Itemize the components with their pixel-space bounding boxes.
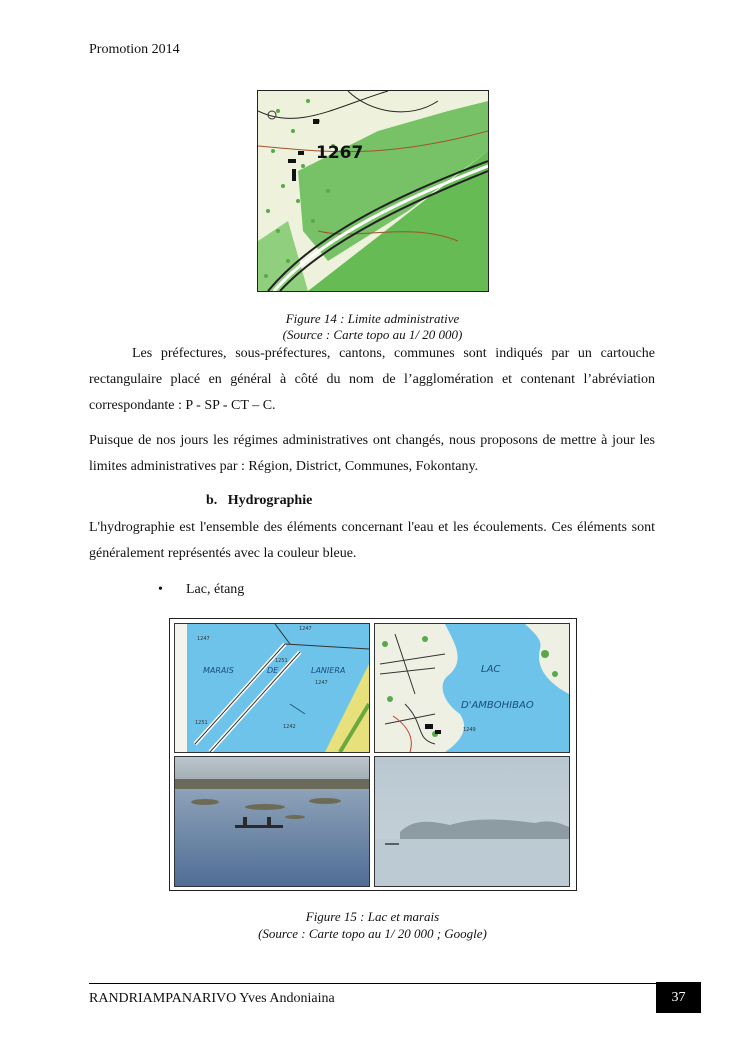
footer-divider xyxy=(89,983,656,984)
bullet-item xyxy=(158,582,244,598)
paragraph-administrative: Les préfectures, sous-préfectures, cantons, communes sont indiqués par un cartouche rectangulaire placé en général à côté du nom de l’agglomération et contenant l’abréviation correspondante : P - SP - CT – C. xyxy=(89,346,655,413)
bullet-text: Lac, étang xyxy=(186,582,245,597)
figure-14-caption: Figure 14 : Limite administrative xyxy=(285,311,460,326)
figure-14-source: (Source : Carte topo au 1/ 20 000) xyxy=(282,327,463,342)
section-heading xyxy=(206,493,312,509)
figure-15-caption: Figure 15 : Lac et marais xyxy=(305,909,440,924)
map2-elevation: 1249 xyxy=(463,727,476,733)
map1-elevation-6: 1247 xyxy=(299,626,312,632)
lake-photo-panel xyxy=(374,756,570,887)
topo-map-illustration xyxy=(258,91,488,291)
map1-elevation-3: 1247 xyxy=(315,680,328,686)
figure-15-grid xyxy=(169,618,577,891)
map-elevation-label: 1267 xyxy=(316,143,364,163)
marsh-photo-panel xyxy=(174,756,370,887)
map2-label-ambohibao: D'AMBOHIBAO xyxy=(461,700,534,711)
figure-15-source: (Source : Carte topo au 1/ 20 000 ; Google) xyxy=(258,926,487,941)
map1-elevation-4: 1251 xyxy=(195,720,208,726)
page-number: 37 xyxy=(656,982,701,1013)
footer-author: RANDRIAMPANARIVO Yves Andoniaina xyxy=(89,991,335,1006)
figure-14-map xyxy=(257,90,489,292)
lake-map-panel xyxy=(374,623,570,753)
marsh-map-illustration xyxy=(175,624,369,752)
section-title: Hydrographie xyxy=(227,493,313,508)
map1-label-marais: MARAIS xyxy=(203,666,234,675)
paragraph-hydrographie: L'hydrographie est l'ensemble des éléments concernant l'eau et les écoulements. Ces éléments sont généralement représentés avec la couleur bleue. xyxy=(89,520,655,561)
bullet-icon: • xyxy=(158,582,163,597)
lake-photo-illustration xyxy=(375,757,569,886)
page-header: Promotion 2014 xyxy=(89,42,180,57)
marsh-map-panel xyxy=(174,623,370,753)
map2-label-lac: LAC xyxy=(481,664,501,675)
map1-elevation-2: 1251 xyxy=(275,658,288,664)
map1-label-de: DE xyxy=(267,666,279,675)
paragraph-regimes: Puisque de nos jours les régimes administratives ont changés, nous proposons de mettre à jour les limites administratives par : Région, District, Communes, Fokontany. xyxy=(89,433,655,474)
map1-label-laniera: LANIERA xyxy=(311,666,346,675)
map1-elevation-1: 1247 xyxy=(197,636,210,642)
section-number: b. xyxy=(206,493,218,508)
marsh-photo-illustration xyxy=(175,757,369,886)
map1-elevation-5: 1242 xyxy=(283,724,296,730)
